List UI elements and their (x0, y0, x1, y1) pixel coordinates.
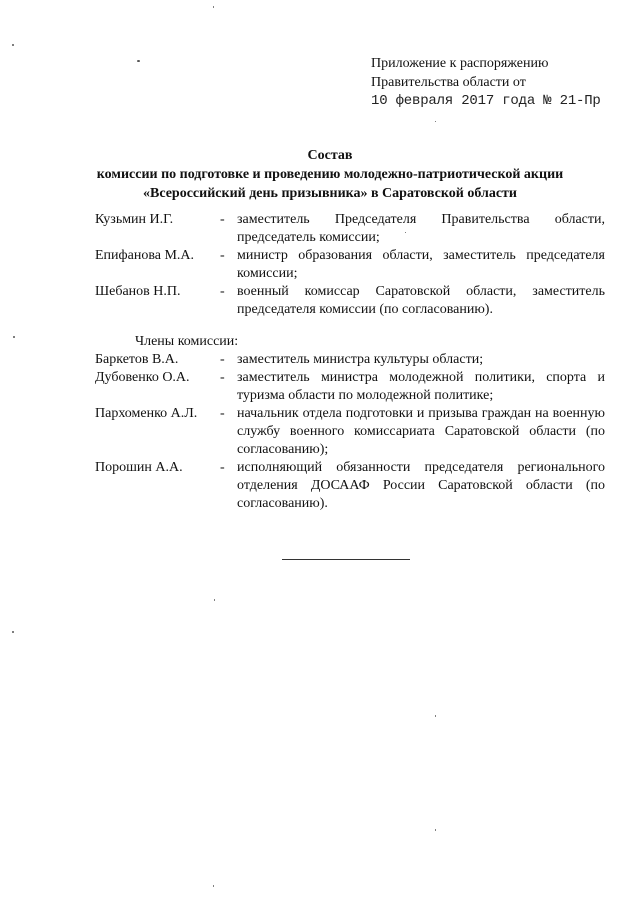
leaders-list (95, 211, 605, 319)
list-item (95, 369, 605, 405)
heading-title: Состав (307, 148, 353, 163)
person-role: заместитель министра молодежной политики, спорта и туризма области по молодежной политике; (237, 370, 605, 403)
dash: - (220, 370, 225, 385)
members-title: Члены комиссии: (135, 334, 239, 349)
list-item (95, 459, 605, 513)
person-name: Порошин А.А. (95, 460, 183, 475)
person-role: заместитель Председателя Правительства области, председатель комиссии; (237, 212, 605, 245)
scan-speck (435, 829, 436, 831)
appendix-date-line: 10 февраля 2017 года № 21-Пр (371, 93, 601, 109)
heading-subtitle-1: комиссии по подготовке и проведению молодежно-патриотической акции (96, 167, 564, 182)
person-name: Епифанова М.А. (95, 248, 195, 263)
list-item (95, 405, 605, 459)
dash: - (220, 248, 225, 263)
dash: - (220, 352, 225, 367)
scan-speck (213, 885, 214, 887)
dash: - (220, 406, 225, 421)
dash: - (220, 284, 225, 299)
dash: - (220, 212, 225, 227)
scan-speck (435, 715, 436, 717)
list-item (95, 351, 605, 369)
scan-speck (213, 6, 214, 8)
person-role: исполняющий обязанности председателя регионального отделения ДОСААФ России Саратовской области (по согласованию). (237, 460, 605, 511)
list-item (95, 211, 605, 247)
scan-speck (137, 60, 140, 62)
person-name: Шебанов Н.П. (95, 284, 181, 299)
person-role: военный комиссар Саратовской области, заместитель председателя комиссии (по согласованию). (237, 284, 605, 317)
person-name: Пархоменко А.Л. (95, 406, 198, 421)
document-heading (80, 146, 580, 203)
appendix-line-2: Правительства области от (371, 75, 526, 90)
scan-speck (12, 44, 14, 46)
person-role: министр образования области, заместитель председателя комиссии; (237, 248, 605, 281)
person-role: заместитель министра культуры области; (237, 352, 484, 367)
list-item (95, 247, 605, 283)
list-item (95, 283, 605, 319)
scan-speck (13, 336, 15, 338)
person-role: начальник отдела подготовки и призыва граждан на военную службу военного комиссариата Саратовской области (по согласованию); (237, 406, 605, 457)
scan-speck (12, 631, 14, 633)
appendix-line-1: Приложение к распоряжению (371, 56, 549, 71)
heading-subtitle-2: «Всероссийский день призывника» в Саратовской области (143, 186, 517, 201)
person-name: Кузьмин И.Г. (95, 212, 174, 227)
person-name: Баркетов В.А. (95, 352, 179, 367)
scan-speck (214, 599, 215, 601)
dash: - (220, 460, 225, 475)
person-name: Дубовенко О.А. (95, 370, 190, 385)
scan-speck (435, 121, 436, 122)
end-divider (282, 559, 410, 560)
scan-speck (405, 232, 406, 233)
appendix-note (371, 54, 631, 111)
members-list (95, 351, 605, 513)
